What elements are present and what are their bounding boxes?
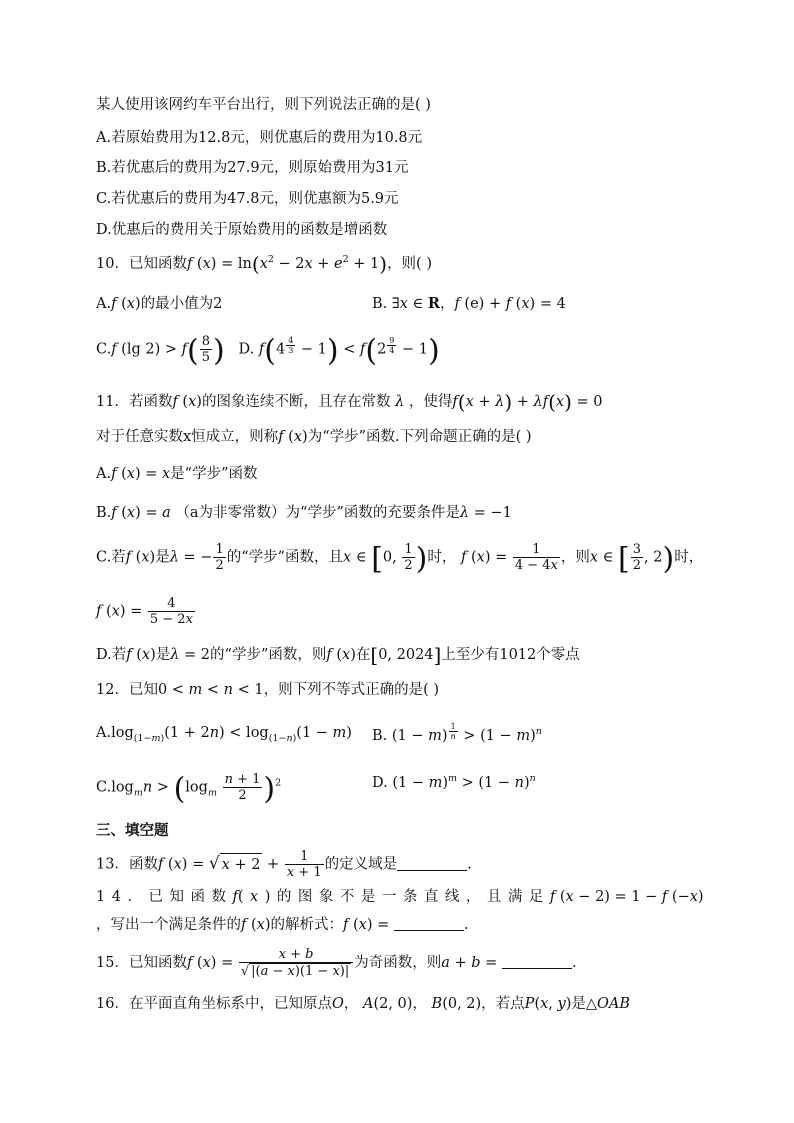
- q15-answer-blank[interactable]: [502, 954, 572, 969]
- q9-stem: 某人使用该网约车平台出行，则下列说法正确的是( ): [96, 97, 431, 113]
- q11-option-a: A.f (x) = x是“学步”函数: [96, 466, 258, 482]
- q9-option-d: D.优惠后的费用关于原始费用的函数是增函数: [96, 222, 388, 238]
- q11-option-c-cont: f (x) = $\frac{4}{5 - 2x}$: [96, 596, 193, 627]
- q13-stem: 13．函数f (x) = √ x + 2 + $\frac{1}{x + 1}$ 的定义域是 .: [96, 849, 472, 880]
- q9-option-c: C.若优惠后的费用为47.8元，则优惠额为5.9元: [96, 191, 399, 207]
- q11-option-c: C.若f (x)是λ = − $\frac{1}{2}$ 的“学步”函数，且x ∈ [0, $\frac{1}{2}$ )时， f (x) = $\frac{1}{4 - 4x}$ ，则x ∈ [ $\frac{3}{2}$ , 2)时，: [96, 541, 704, 577]
- q10-stem: 10．已知函数f $(x) = \ln(x^2 - 2x + e^2 + 1)$，则( ): [96, 252, 432, 276]
- q11-stem: 11．若函数f (x)的图象连续不断，且存在常数 λ ，使得f(x + λ) + λf(x) = 0: [96, 390, 603, 414]
- q15-stem: 15．已知函数f (x) = $\frac{x + b}{√ |(a - x)(1 - x)|}$ 为奇函数，则a + b = .: [96, 947, 577, 979]
- section-title-fill-blank: 三、填空题: [96, 823, 169, 839]
- q11-stem-line2: 对于任意实数x恒成立，则称f (x)为“学步”函数.下列命题正确的是( ): [96, 429, 532, 445]
- q14-answer-blank[interactable]: [394, 916, 464, 931]
- q14-stem-line2: ，写出一个满足条件的f (x)的解析式：f (x) = .: [96, 917, 469, 933]
- q12-option-b: B. (1 − m) $^{\frac{1}{n}}$ > $(1 - m)^n$: [372, 722, 542, 744]
- q12-option-d: D. $(1 - m)^m > (1 - n)^n$: [372, 773, 536, 791]
- q11-option-d: D.若f (x)是λ = 2的“学步”函数，则f (x)在[0, 2024]上至少有1012个零点: [96, 643, 580, 667]
- q12-option-a: $A.\log_{(1-m)}(1 + 2n) < \log_{(1-n)}(1 - m)$: [96, 725, 352, 744]
- q10-option-b: B. ∃x ∈ R，f (e) + f (x) = 4: [372, 295, 566, 312]
- q12-option-c: $C.\log_mn > (\log_m$ $\frac{n + 1}{2}$ )$^2$: [96, 771, 282, 807]
- q9-option-b: B.若优惠后的费用为27.9元，则原始费用为31元: [96, 160, 409, 176]
- q10-option-a: A.f (x)的最小值为2: [96, 296, 223, 312]
- q14-stem: 14．已知函数f(x)的图象不是一条直线，且满足f (x − 2) = 1 − f (−x): [96, 889, 704, 905]
- q12-stem: 12．已知0 < m < n < 1，则下列不等式正确的是( ): [96, 682, 440, 698]
- q11-option-b: B.f (x) = a （a为非零常数）为“学步”函数的充要条件是λ = −1: [96, 505, 512, 521]
- q10-option-c: C.f (lg 2) > f( $\frac{8}{5}$ ) D. f(4 $^{\frac{4}{3}}$ − 1) < f(2 $^{\frac{9}{4}}$ − 1): [96, 333, 440, 369]
- q13-answer-blank[interactable]: [397, 856, 467, 871]
- q16-stem: 16．在平面直角坐标系中，已知原点O， A(2, 0)， B(0, 2)，若点P(x, y)是△OAB: [96, 996, 631, 1012]
- q9-option-a: A.若原始费用为12.8元，则优惠后的费用为10.8元: [96, 130, 423, 146]
